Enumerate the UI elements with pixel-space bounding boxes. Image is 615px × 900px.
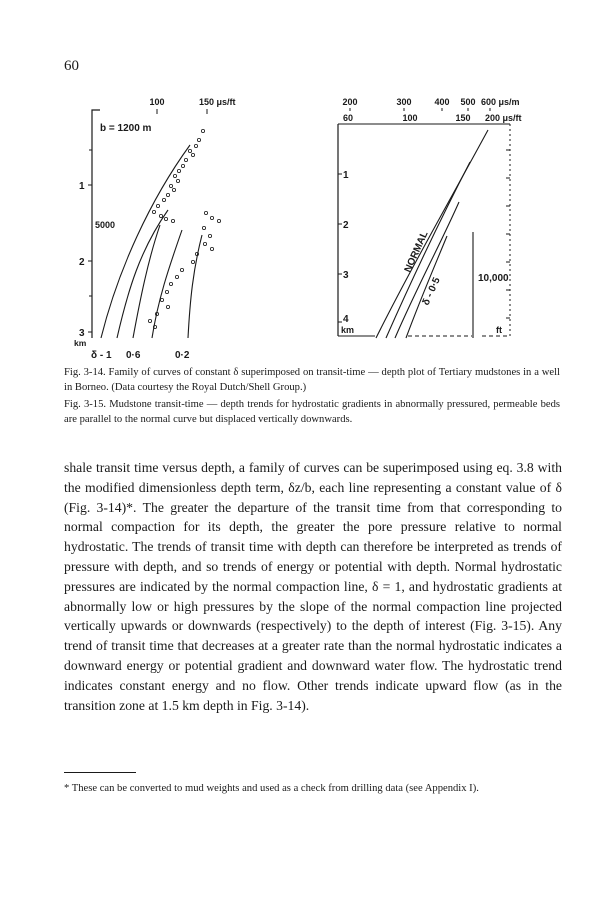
top-tick-us-m-200: 200: [342, 97, 358, 107]
data-point: [188, 149, 191, 152]
depth-5000-label: 5000: [95, 220, 116, 230]
data-point: [208, 234, 211, 237]
depth-tick-1: 1: [79, 181, 85, 192]
top-tick-150: 150 μs/ft: [199, 97, 236, 107]
data-point: [180, 268, 183, 271]
data-point: [159, 214, 162, 217]
data-point: [177, 169, 180, 172]
caption-fig-3-15: Fig. 3-15. Mudstone transit-time — depth trends for hydrostatic gradients in abnormally pressured, permeable beds are parallel to the normal curve but displaced vertically downwards.: [64, 399, 560, 425]
curve-delta-0-2: [188, 235, 202, 338]
data-point: [176, 179, 179, 182]
delta-label-0-2: 0·2: [175, 350, 190, 361]
data-point: [191, 260, 194, 263]
data-point: [217, 219, 220, 222]
data-point: [197, 138, 200, 141]
curve-delta-0-6: [133, 225, 160, 338]
delta-label-0-6: 0·6: [126, 350, 141, 361]
depth-tick-2: 2: [79, 257, 85, 268]
right-depth-tick-2: 2: [343, 220, 349, 231]
data-point: [164, 217, 167, 220]
b-label: b = 1200 m: [100, 123, 152, 134]
top-tick-100: 100: [149, 97, 165, 107]
depth-tick-3: 3: [79, 328, 85, 339]
top-tick-us-m-400: 400: [434, 97, 450, 107]
right-depth-tick-4: 4: [343, 314, 349, 325]
top-tick-us-ft-150: 150: [455, 113, 471, 123]
delta-label-1: δ - 1: [91, 350, 112, 361]
data-point: [166, 305, 169, 308]
data-point: [156, 204, 159, 207]
data-point: [169, 184, 172, 187]
data-point: [160, 298, 163, 301]
curve-delta-0-4: [152, 230, 182, 338]
data-point: [148, 319, 151, 322]
top-tick-us-m-600: 600 μs/m: [481, 97, 520, 107]
data-point: [184, 158, 187, 161]
data-point: [172, 188, 175, 191]
body-paragraph: shale transit time versus depth, a family of curves can be superimposed using eq. 3.8 with the modified dimensionless depth term, δz/b, each line representing a constant value of δ (Fig. 3-14)*. The greater the departure of the transit time from that corresponding to normal compaction for its depth, the greater the pore pressure relative to normal hydrostatic. The trends of transit time with depth can therefore be interpreted as trends of pressure with depth, and so trends of energy or potential with depth. Normal hydrostatic pressures are indicated by the normal compaction line, δ = 1, and hydrostatic gradients at abnormally low or high pressures by the slope of the normal compaction line projected vertically upwards or downwards (respectively) to the depth of interest (Fig. 3-15). Any trend of transit time that decreases at a greater rate than the normal hydrostatic indicates a downward energy or potential gradient and downward water flow. The hydrostatic trend indicates constant energy and no flow. Other trends indicate upward flow (as in the transition zone at 1.5 km depth in Fig. 3-14).: [64, 460, 562, 713]
data-point: [203, 242, 206, 245]
unit-ft-label: ft: [496, 325, 502, 335]
curve-delta-1: [101, 145, 190, 338]
data-point: [210, 216, 213, 219]
top-tick-us-m-300: 300: [396, 97, 412, 107]
data-point: [202, 226, 205, 229]
normal-curve-label: NORMAL: [402, 229, 431, 275]
delta-0-5-label: δ - 0·5: [420, 275, 443, 308]
figure-3-14: [74, 97, 236, 361]
right-depth-tick-3: 3: [343, 270, 349, 281]
figure-3-15: [338, 97, 522, 338]
data-point: [181, 164, 184, 167]
top-tick-us-ft-200: 200 μs/ft: [485, 113, 522, 123]
data-point: [175, 275, 178, 278]
data-point: [166, 193, 169, 196]
data-point: [162, 198, 165, 201]
data-point: [191, 153, 194, 156]
page-number: 60: [64, 58, 79, 74]
footnote: * These can be converted to mud weights and used as a check from drilling data (see Appendix I).: [64, 783, 479, 794]
data-point: [165, 290, 168, 293]
data-point: [171, 219, 174, 222]
data-point: [173, 174, 176, 177]
right-depth-tick-1: 1: [343, 170, 349, 181]
right-depth-unit-km: km: [341, 325, 355, 335]
curve-delta-0-8: [117, 210, 168, 338]
footnote-rule: [64, 772, 136, 773]
top-tick-us-m-500: 500: [460, 97, 476, 107]
curve-normal: [376, 130, 488, 338]
data-point: [204, 211, 207, 214]
data-point: [152, 210, 155, 213]
data-point: [194, 144, 197, 147]
data-point: [201, 129, 204, 132]
top-tick-us-ft-100: 100: [402, 113, 418, 123]
delta-curves: [101, 145, 202, 338]
figures: [0, 0, 615, 370]
curve-hydrostatic: [386, 162, 470, 338]
trend-curves: [376, 130, 488, 338]
data-point: [169, 282, 172, 285]
caption-fig-3-14: Fig. 3-14. Family of curves of constant δ superimposed on transit-time — depth plot of Tertiary mudstones in a well in Borneo. (Data courtesy the Royal Dutch/Shell Group.): [64, 367, 560, 393]
top-tick-us-ft-60: 60: [342, 113, 354, 123]
data-point: [210, 247, 213, 250]
depth-unit-km: km: [74, 338, 87, 348]
depth-10000-label: 10,000: [478, 273, 509, 284]
